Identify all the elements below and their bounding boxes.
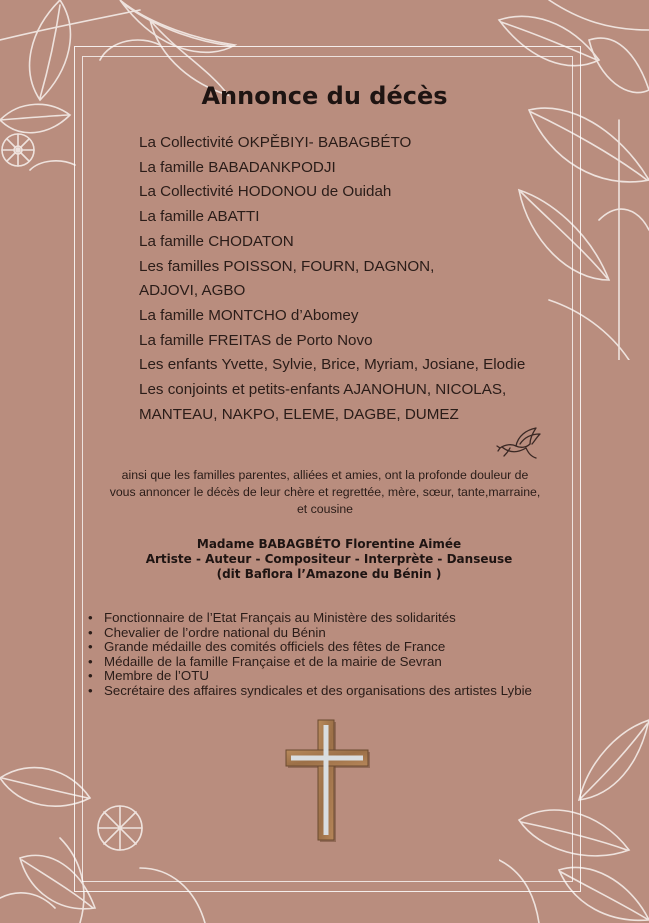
list-item: MANTEAU, NAKPO, ELEME, DAGBE, DUMEZ (139, 405, 459, 423)
list-item: • Grande médaille des comités officiels des fêtes de France (88, 640, 532, 655)
list-item: La famille MONTCHO d’Abomey (139, 306, 359, 324)
deceased-roles: Artiste - Auteur - Compositeur - Interprète - Danseuse (145, 552, 513, 566)
deceased-nickname: (dit Baflora l’Amazone du Bénin ) (216, 567, 442, 581)
list-item: La famille ABATTI (139, 208, 260, 226)
list-item: La famille CHODATON (139, 232, 294, 250)
intro-line: et cousine (296, 502, 354, 516)
list-item: Les familles POISSON, FOURN, DAGNON, (139, 257, 435, 275)
list-item: ADJOVI, AGBO (139, 282, 246, 300)
honors-list (88, 611, 532, 699)
list-item: La famille BABADANKPODJI (139, 158, 336, 176)
dove-icon (496, 424, 544, 462)
page-title: Annonce du décès (201, 82, 448, 110)
intro-line: vous annoncer le décès de leur chère et regrettée, mère, sœur, tante,marraine, (109, 485, 541, 499)
family-list (139, 131, 525, 427)
deceased-name: Madame BABAGBÉTO Florentine Aimée (196, 537, 462, 551)
list-item: Les enfants Yvette, Sylvie, Brice, Myriam, Josiane, Elodie (139, 356, 526, 374)
list-item: La Collectivité HODONOU de Ouidah (139, 183, 392, 201)
cross-icon (284, 718, 370, 844)
list-item: • Secrétaire des affaires syndicales et des organisations des artistes Lybie (88, 684, 532, 699)
list-item: La famille FREITAS de Porto Novo (139, 331, 373, 349)
intro-line: ainsi que les familles parentes, alliées et amies, ont la profonde douleur de (121, 468, 529, 482)
list-item: • Membre de l’OTU (88, 669, 532, 684)
announcement-intro (78, 467, 572, 518)
list-item: La Collectivité OKPĚBIYI- BABAGBÉTO (139, 134, 412, 151)
list-item: • Chevalier de l’ordre national du Bénin (88, 626, 532, 641)
list-item: • Fonctionnaire de l’Etat Français au Ministère des solidarités (88, 611, 532, 626)
list-item: Les conjoints et petits-enfants AJANOHUN, NICOLAS, (139, 381, 507, 399)
list-item: • Médaille de la famille Française et de la mairie de Sevran (88, 655, 532, 670)
deceased-block (124, 537, 534, 582)
